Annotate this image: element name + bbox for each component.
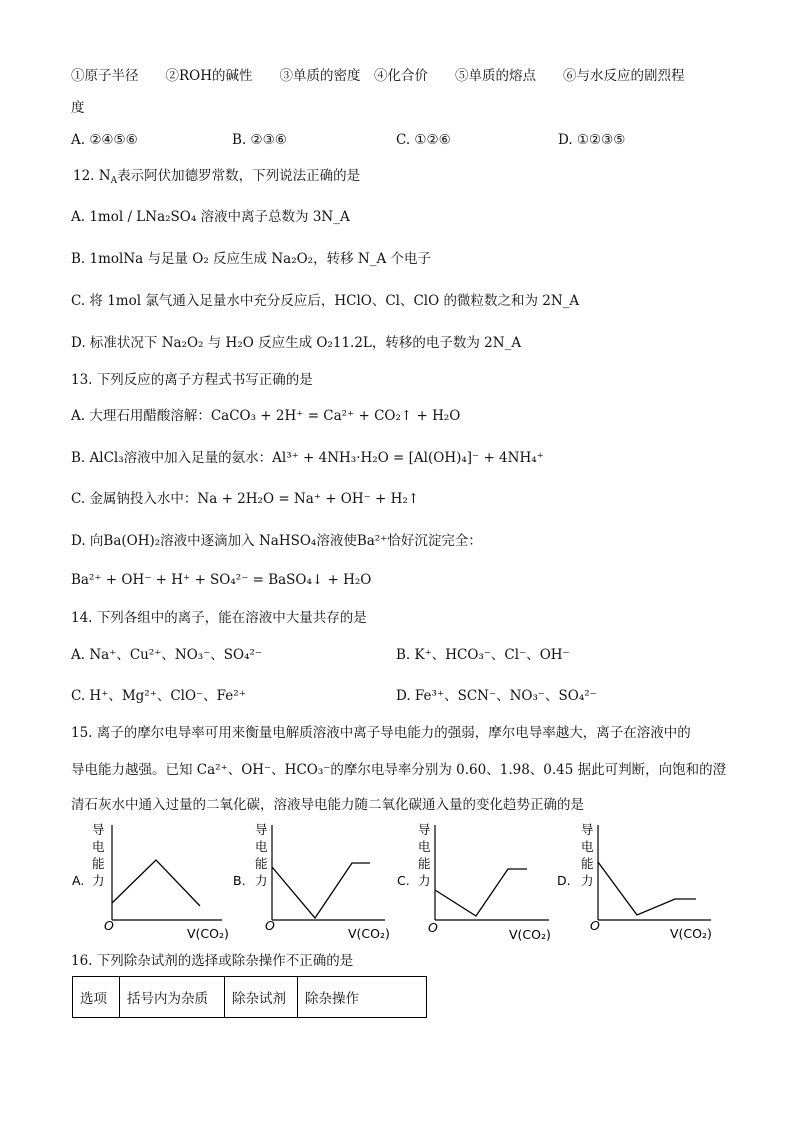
q13-option-d-equation: Ba²⁺ + OH⁻ + H⁺ + SO₄²⁻ = BaSO₄↓ + H₂O [71, 572, 372, 588]
q13-stem: 13. 下列反应的离子方程式书写正确的是 [71, 372, 313, 388]
graph-a-xlabel: V(CO₂) [187, 926, 229, 941]
graph-b-label: B. [233, 873, 246, 888]
graph-a-ylabel-2: 电 [92, 839, 105, 854]
graph-d-label: D. [557, 873, 571, 888]
graph-b-svg [233, 820, 393, 945]
q13-option-b[interactable]: B. AlCl₃溶液中加入足量的氨水：Al³⁺ + 4NH₃·H₂O = [Al(OH)₄]⁻ + 4NH₄⁺ [71, 450, 544, 466]
q11-items-cont: 度 [71, 100, 85, 116]
graph-d-ylabel-1: 导 [581, 822, 594, 837]
graph-a-curve [112, 860, 200, 906]
q16-stem: 16. 下列除杂试剂的选择或除杂操作不正确的是 [71, 953, 354, 969]
graph-c-ylabel-1: 导 [418, 822, 431, 837]
graph-b-ylabel-2: 电 [255, 839, 268, 854]
graph-b-xlabel: V(CO₂) [348, 926, 390, 941]
graph-b-origin: O [265, 918, 275, 933]
q12-option-c[interactable]: C. 将 1mol 氯气通入足量水中充分反应后，HClO、Cl、ClO 的微粒数之和为 2N_A [71, 293, 580, 309]
graph-c-label: C. [397, 873, 410, 888]
table-header-cell: 除杂试剂 [225, 977, 298, 1018]
graph-b-curve [272, 863, 370, 918]
q11-option-a[interactable]: A. ②④⑤⑥ [71, 132, 138, 148]
q15-graph-a[interactable] [72, 820, 232, 945]
table-header-cell: 括号内为杂质 [120, 977, 225, 1018]
graph-d-ylabel-3: 能 [581, 856, 594, 871]
graph-d-xlabel: V(CO₂) [670, 926, 712, 941]
q14-stem: 14. 下列各组中的离子，能在溶液中大量共存的是 [71, 610, 367, 626]
table-header-cell: 除杂操作 [298, 977, 427, 1018]
graph-a-ylabel-4: 力 [92, 873, 105, 888]
graph-c-xlabel: V(CO₂) [509, 927, 551, 942]
graph-b-ylabel-1: 导 [255, 822, 268, 837]
graph-c-curve [435, 869, 527, 916]
table-header-row [73, 977, 427, 1018]
graph-c-ylabel-4: 力 [418, 873, 431, 888]
q15-graph-b[interactable] [233, 820, 393, 945]
q12-option-b[interactable]: B. 1molNa 与足量 O₂ 反应生成 Na₂O₂，转移 N_A 个电子 [71, 251, 431, 267]
graph-c-svg [397, 820, 557, 945]
q14-option-c[interactable]: C. H⁺、Mg²⁺、ClO⁻、Fe²⁺ [71, 688, 246, 704]
graph-a-label: A. [72, 873, 85, 888]
graph-a-ylabel-3: 能 [92, 856, 105, 871]
q15-stem-line1: 15. 离子的摩尔电导率可用来衡量电解质溶液中离子导电能力的强弱，摩尔电导率越大，离子在溶液中的 [71, 725, 691, 741]
q13-option-d[interactable]: D. 向Ba(OH)₂溶液中逐滴加入 NaHSO₄溶液使Ba²⁺恰好沉淀完全： [71, 533, 482, 549]
q13-option-c[interactable]: C. 金属钠投入水中：Na + 2H₂O = Na⁺ + OH⁻ + H₂↑ [71, 491, 420, 507]
q12-option-a[interactable]: A. 1mol / LNa₂SO₄ 溶液中离子总数为 3N_A [71, 209, 350, 225]
graph-d-origin: O [590, 918, 600, 933]
graph-b-ylabel-4: 力 [255, 873, 268, 888]
q15-graph-c[interactable] [397, 820, 557, 945]
graph-d-ylabel-2: 电 [581, 839, 594, 854]
graph-d-ylabel-4: 力 [581, 873, 594, 888]
q11-option-b[interactable]: B. ②③⑥ [232, 132, 287, 148]
q14-option-d[interactable]: D. Fe³⁺、SCN⁻、NO₃⁻、SO₄²⁻ [396, 688, 597, 704]
q15-stem-line3: 清石灰水中通入过量的二氧化碳，溶液导电能力随二氧化碳通入量的变化趋势正确的是 [71, 797, 584, 813]
table-header-cell: 选项 [73, 977, 120, 1018]
q12-option-d[interactable]: D. 标准状况下 Na₂O₂ 与 H₂O 反应生成 O₂11.2L，转移的电子数为 2N_A [71, 335, 522, 351]
graph-c-ylabel-2: 电 [418, 839, 431, 854]
graph-d-curve [598, 862, 696, 915]
q11-option-c[interactable]: C. ①②⑥ [396, 132, 451, 148]
q14-option-a[interactable]: A. Na⁺、Cu²⁺、NO₃⁻、SO₄²⁻ [71, 647, 263, 663]
graph-d-svg [557, 820, 717, 945]
q15-graph-d[interactable] [557, 820, 717, 945]
q12-stem: 12. $N_A$表示阿伏加德罗常数，下列说法正确的是 [73, 168, 361, 186]
q16-table [72, 976, 427, 1018]
graph-a-svg [72, 820, 232, 945]
graph-a-ylabel-1: 导 [92, 822, 105, 837]
q13-option-a[interactable]: A. 大理石用醋酸溶解：CaCO₃ + 2H⁺ = Ca²⁺ + CO₂↑ + H₂O [71, 408, 461, 424]
graph-b-ylabel-3: 能 [255, 856, 268, 871]
q14-option-b[interactable]: B. K⁺、HCO₃⁻、Cl⁻、OH⁻ [396, 647, 570, 663]
graph-c-origin: O [428, 920, 438, 935]
q11-items: ①原子半径 ②ROH的碱性 ③单质的密度 ④化合价 ⑤单质的熔点 ⑥与水反应的剧烈程 [71, 68, 685, 84]
graph-c-ylabel-3: 能 [418, 856, 431, 871]
q11-option-d[interactable]: D. ①②③⑤ [558, 132, 626, 148]
graph-a-origin: O [104, 918, 114, 933]
q15-stem-line2: 导电能力越强。已知 Ca²⁺、OH⁻、HCO₃⁻的摩尔电导率分别为 0.60、1.98、0.45 据此可判断，向饱和的澄 [71, 762, 727, 778]
